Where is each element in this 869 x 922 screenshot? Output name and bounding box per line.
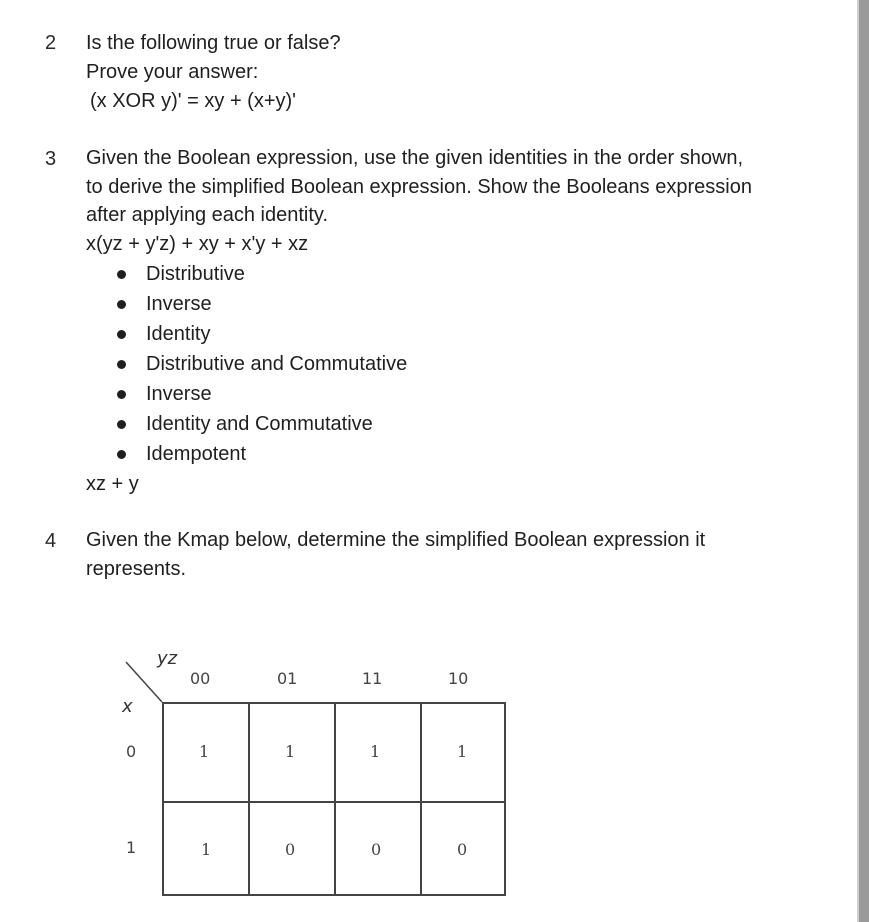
question-3-line-1: Given the Boolean expression, use the given identities in the order shown, [86,147,744,169]
question-3-expression: x(yz + y'z) + xy + x'y + xz [86,233,309,255]
kmap-divider [164,801,504,803]
question-2-equation: (x XOR y)' = xy + (x+y)' [90,90,296,112]
kmap-divider [248,704,250,894]
identity-item: Identity [146,323,211,345]
kmap-col-header: 00 [190,669,211,688]
question-3-result: xz + y [86,473,139,495]
bullet-icon [117,450,126,459]
kmap-row-header: 1 [126,838,137,857]
kmap-cell: 1 [285,742,296,761]
kmap-cell: 0 [285,840,296,859]
kmap-cell: 1 [457,742,468,761]
bullet-icon [117,360,126,369]
question-2-line-1: Is the following true or false? [86,32,341,54]
kmap-col-header: 11 [362,669,383,688]
kmap-divider [420,704,422,894]
bullet-icon [117,420,126,429]
identity-item: Distributive [146,263,245,285]
question-4-number: 4 [45,530,57,552]
kmap-cell: 1 [370,742,381,761]
bullet-icon [117,330,126,339]
question-3-line-2: to derive the simplified Boolean expression. Show the Booleans expression [86,176,752,198]
bullet-icon [117,270,126,279]
question-4-line-2: represents. [86,558,187,580]
question-2-number: 2 [45,32,57,54]
question-3-number: 3 [45,148,57,170]
kmap-col-header: 01 [277,669,298,688]
kmap-cell: 1 [199,742,210,761]
question-3-line-3: after applying each identity. [86,204,329,226]
identity-item: Idempotent [146,443,247,465]
bullet-icon [117,300,126,309]
identity-item: Distributive and Commutative [146,353,408,375]
kmap-grid [162,702,506,896]
kmap-cell: 0 [457,840,468,859]
kmap-row-header: 0 [126,742,137,761]
kmap-cell: 0 [371,840,382,859]
question-4-line-1: Given the Kmap below, determine the simplified Boolean expression it [86,529,706,551]
bullet-icon [117,390,126,399]
kmap-row-variable: x [122,696,133,717]
kmap-divider [334,704,336,894]
kmap-cell: 1 [201,840,212,859]
identity-item: Inverse [146,383,212,405]
identity-item: Inverse [146,293,212,315]
identity-item: Identity and Commutative [146,413,373,435]
kmap-column-variable: yz [157,648,178,669]
question-2-line-2: Prove your answer: [86,61,259,83]
kmap-col-header: 10 [448,669,469,688]
scrollbar[interactable] [857,0,869,922]
